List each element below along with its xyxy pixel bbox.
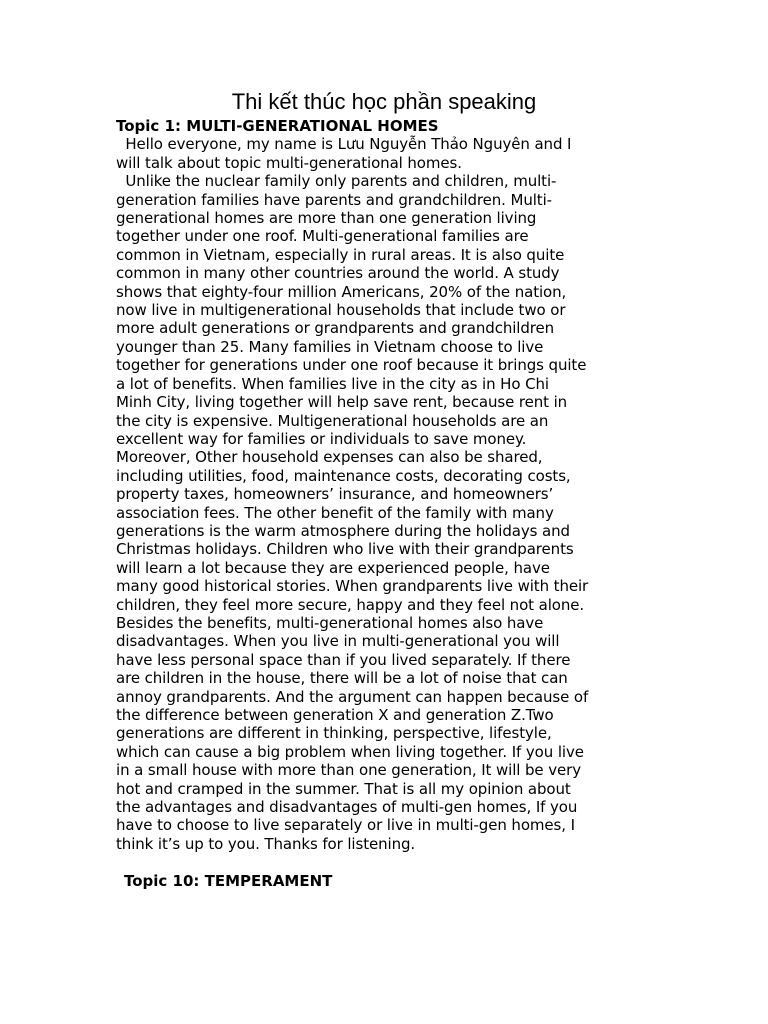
document-title: Thi kết thúc học phần speaking	[231, 89, 537, 114]
topic-1-heading: Topic 1: MULTI-GENERATIONAL HOMES	[116, 117, 439, 135]
body-line: hot and cramped in the summer. That is all my opinion about	[116, 779, 571, 798]
body-line: will talk about topic multi-generational homes.	[116, 153, 462, 172]
body-line: think it’s up to you. Thanks for listening.	[116, 834, 416, 853]
topic-1-section	[116, 117, 664, 853]
body-line: more adult generations or grandparents and grandchildren	[116, 319, 555, 338]
topic-10-heading: Topic 10: TEMPERAMENT	[124, 872, 333, 890]
body-line: association fees. The other benefit of the family with many	[116, 503, 554, 522]
body-line: children, they feel more secure, happy and they feel not alone.	[116, 595, 585, 614]
body-line: Unlike the nuclear family only parents and children, multi-	[116, 172, 557, 191]
body-line: which can cause a big problem when living together. If you live	[116, 742, 584, 761]
body-line: many good historical stories. When grandparents live with their	[116, 577, 589, 596]
body-line: have less personal space than if you lived separately. If there	[116, 650, 571, 669]
topic-1-body	[116, 135, 664, 853]
body-line: common in many other countries around the world. A study	[116, 264, 560, 283]
body-line: in a small house with more than one generation, It will be very	[116, 761, 581, 780]
body-line: together under one roof. Multi-generational families are	[116, 227, 529, 246]
body-line: generational homes are more than one generation living	[116, 209, 537, 228]
body-line: now live in multigenerational households that include two or	[116, 301, 566, 320]
body-line: generations are different in thinking, perspective, lifestyle,	[116, 724, 552, 743]
body-line: Christmas holidays. Children who live with their grandparents	[116, 540, 574, 559]
body-line: together for generations under one roof because it brings quite	[116, 356, 587, 375]
body-line: Besides the benefits, multi-generational homes also have	[116, 613, 544, 632]
body-line: the city is expensive. Multigenerational households are an	[116, 411, 549, 430]
body-line: common in Vietnam, especially in rural areas. It is also quite	[116, 245, 565, 264]
body-line: Moreover, Other household expenses can also be shared,	[116, 448, 543, 467]
body-line: will learn a lot because they are experienced people, have	[116, 558, 550, 577]
body-line: younger than 25. Many families in Vietnam choose to live	[116, 337, 544, 356]
body-line: a lot of benefits. When families live in the city as in Ho Chi	[116, 374, 549, 393]
body-line: including utilities, food, maintenance costs, decorating costs,	[116, 466, 571, 485]
body-line: shows that eighty-four million Americans, 20% of the nation,	[116, 282, 567, 301]
body-line: generation families have parents and grandchildren. Multi-	[116, 190, 552, 209]
body-line: property taxes, homeowners’ insurance, and homeowners’	[116, 485, 554, 504]
body-line: the advantages and disadvantages of multi-gen homes, If you	[116, 798, 578, 817]
body-line: disadvantages. When you live in multi-generational you will	[116, 632, 560, 651]
body-line: are children in the house, there will be a lot of noise that can	[116, 669, 568, 688]
body-line: Hello everyone, my name is Lưu Nguyễn Thảo Nguyên and I	[116, 135, 572, 154]
body-line: annoy grandparents. And the argument can happen because of	[116, 687, 589, 706]
body-line: the difference between generation X and generation Z.Two	[116, 706, 554, 724]
body-line: have to choose to live separately or live in multi-gen homes, I	[116, 816, 575, 835]
body-line: excellent way for families or individuals to save money.	[116, 429, 527, 448]
body-line: generations is the warm atmosphere during the holidays and	[116, 521, 570, 540]
body-line: Minh City, living together will help save rent, because rent in	[116, 393, 568, 412]
